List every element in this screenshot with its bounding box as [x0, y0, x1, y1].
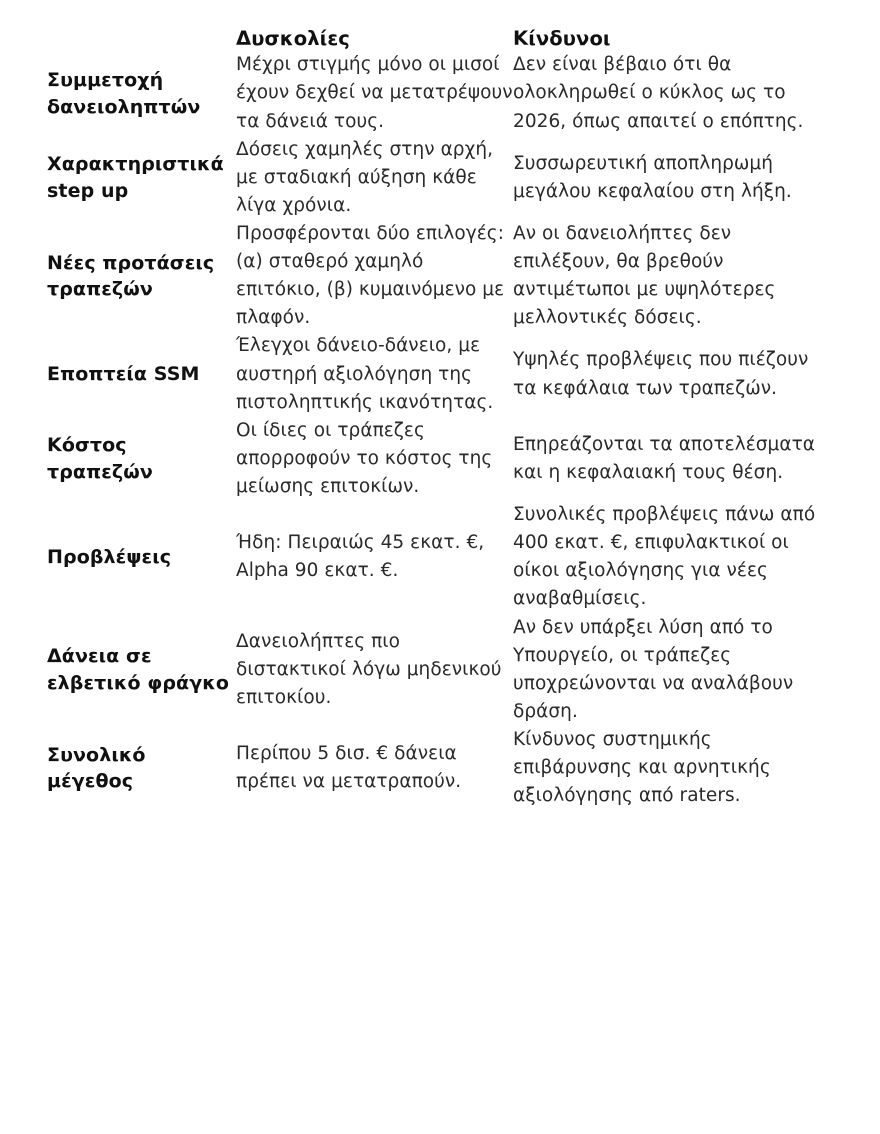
row-risks: Κίνδυνος συστημικής επιβάρυνσης και αρνητικής αξιολόγησης από raters.: [513, 728, 771, 807]
column-header-risks: Κίνδυνοι: [513, 27, 611, 50]
table-header: [47, 26, 829, 51]
row-label: Συμμετοχή δανειοληπτών: [47, 68, 201, 118]
table-header-row: [47, 26, 829, 51]
row-risks: Δεν είναι βέβαιο ότι θα ολοκληρωθεί ο κύκλος ως το 2026, όπως απαιτεί ο επόπτης.: [513, 54, 804, 132]
row-risks: Αν δεν υπάρξει λύση από το Υπουργείο, οι τράπεζες υποχρεώνονται να αναλάβουν δράση.: [513, 616, 794, 722]
row-difficulties: Έλεγχοι δάνειο-δάνειο, με αυστηρή αξιολόγηση της πιστοληπτικής ικανότητας.: [236, 335, 494, 413]
table-body: [47, 51, 829, 810]
row-risks: Αν οι δανειολήπτες δεν επιλέξουν, θα βρεθούν αντιμέτωποι με υψηλότερες μελλοντικές δόσεις.: [513, 223, 776, 329]
row-risks: Συσσωρευτική αποπληρωμή μεγάλου κεφαλαίου στη λήξη.: [513, 152, 792, 202]
row-label: Νέες προτάσεις τραπεζών: [47, 251, 215, 301]
row-difficulties: Προσφέρονται δύο επιλογές: (α) σταθερό χαμηλό επιτόκιο, (β) κυμαινόμενο με πλαφόν.: [236, 223, 505, 329]
row-difficulties: Δανειολήπτες πιο διστακτικοί λόγω μηδενικού επιτοκίου.: [236, 630, 502, 708]
row-difficulties: Οι ίδιες οι τράπεζες απορροφούν το κόστος της μείωσης επιτοκίων.: [236, 419, 493, 497]
column-header-difficulties: Δυσκολίες: [236, 27, 350, 50]
table-row: [47, 136, 829, 220]
row-label: Συνολικό μέγεθος: [47, 743, 146, 793]
row-label: Εποπτεία SSM: [47, 363, 200, 386]
table-row: [47, 332, 829, 416]
comparison-table: [47, 26, 829, 810]
table-row: [47, 726, 829, 810]
row-difficulties: Ήδη: Πειραιώς 45 εκατ. €, Alpha 90 εκατ. €.: [236, 532, 485, 582]
row-label: Χαρακτηριστικά step up: [47, 153, 224, 202]
row-risks: Υψηλές προβλέψεις που πιέζουν τα κεφάλαια των τραπεζών.: [513, 349, 809, 399]
row-difficulties: Δόσεις χαμηλές στην αρχή, με σταδιακή αύξηση κάθε λίγα χρόνια.: [236, 138, 494, 216]
column-header-label: [47, 26, 236, 51]
row-label: Δάνεια σε ελβετικό φράγκο: [47, 645, 229, 694]
table-row: [47, 417, 829, 501]
row-risks: Συνολικές προβλέψεις πάνω από 400 εκατ. €, επιφυλακτικοί οι οίκοι αξιολόγησης για νέες αναβαθμίσεις.: [513, 504, 816, 610]
row-risks: Επηρεάζονται τα αποτελέσματα και η κεφαλαιακή τους θέση.: [513, 433, 816, 483]
row-difficulties: Περίπου 5 δισ. € δάνεια πρέπει να μετατραπούν.: [236, 743, 462, 793]
row-difficulties: Μέχρι στιγμής μόνο οι μισοί έχουν δεχθεί να μετατρέψουν τα δάνειά τους.: [236, 54, 513, 132]
row-label: Κόστος τραπεζών: [47, 434, 153, 483]
table-row: [47, 220, 829, 332]
table-row: [47, 501, 829, 613]
row-label: Προβλέψεις: [47, 546, 172, 569]
table-row: [47, 51, 829, 135]
table-row: [47, 614, 829, 726]
